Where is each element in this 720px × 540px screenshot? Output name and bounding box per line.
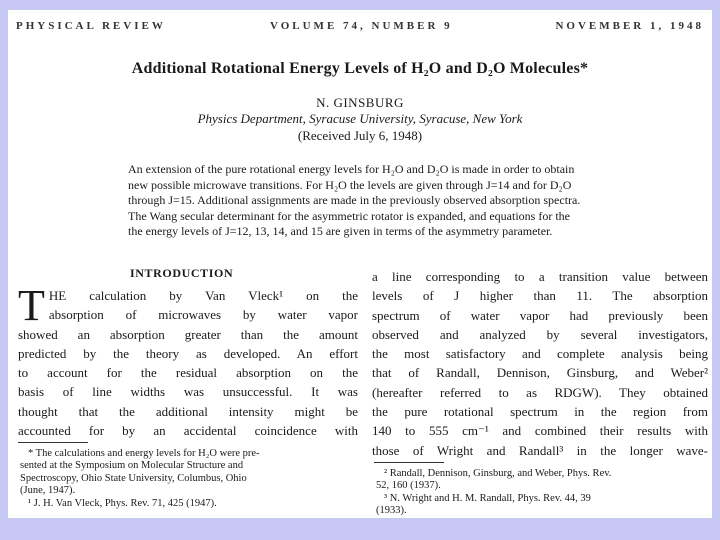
paper-title: Additional Rotational Energy Levels of H₂O and D₂O Molecules* <box>131 60 589 77</box>
author-name: N. GINSBURG <box>316 95 404 110</box>
left-footnotes <box>20 448 260 510</box>
body-line: to account for the residual absorption on the <box>18 365 358 381</box>
body-line: (hereafter referred to as RDGW). They obtained <box>372 384 708 400</box>
right-footnotes <box>376 468 611 518</box>
body-line: accounted for by an accidental coincidence with <box>18 423 358 439</box>
left-column <box>18 281 358 440</box>
footnote-line: ² Randall, Dennison, Ginsburg, and Weber, Phys. Rev. <box>384 468 612 479</box>
body-line: a line corresponding to a transition value between <box>372 269 708 284</box>
body-line: absorption of microwaves by water vapor <box>48 307 358 323</box>
footnote-rule <box>18 442 88 443</box>
footnote-line: sented at the Symposium on Molecular Structure and <box>20 460 244 472</box>
journal-name: PHYSICAL REVIEW <box>16 20 166 32</box>
issue-date: NOVEMBER 1, 1948 <box>555 20 704 32</box>
body-line: thought that the additional intensity might be <box>18 403 358 419</box>
footnote-line: Spectroscopy, Ohio State University, Columbus, Ohio <box>20 472 247 484</box>
abstract-line: new possible microwave transitions. For H₂O the levels are given through J=14 and for D₂O <box>128 177 572 192</box>
right-column <box>372 267 708 460</box>
body-line: the pure rotational spectrum in the region from <box>372 404 708 420</box>
abstract-line: The Wang secular determinant for the asymmetric rotator is expanded, and equations for the <box>128 208 570 223</box>
footnote-line: ³ N. Wright and H. M. Randall, Phys. Rev. 44, 39 <box>384 492 591 504</box>
body-line: basis of line widths was unsuccessful. It was <box>18 384 358 400</box>
body-line: HE calculation by Van Vleck¹ on the <box>48 288 358 303</box>
body-line: that of Randall, Dennison, Ginsburg, and Weber² <box>372 365 708 381</box>
footnote-line: (June, 1947). <box>20 485 76 497</box>
body-line: spectrum of water vapor had previously been <box>372 307 708 323</box>
body-line: those of Wright and Randall³ in the longer wave- <box>372 442 708 458</box>
journal-page <box>8 10 712 518</box>
body-line: 140 to 555 cm⁻¹ and combined their results with <box>372 423 708 439</box>
author-affiliation: Physics Department, Syracuse University, Syracuse, New York <box>197 111 523 126</box>
body-line: observed and analyzed by several investigators, <box>372 326 708 342</box>
body-line: predicted by the theory as developed. An effort <box>18 345 358 361</box>
drop-cap: T <box>18 281 45 330</box>
abstract <box>128 162 648 240</box>
abstract-line: through J=15. Additional assignments are made in the previously observed absorption spectra. <box>128 193 581 207</box>
received-date: (Received July 6, 1948) <box>297 128 423 143</box>
footnote-line: ¹ J. H. Van Vleck, Phys. Rev. 71, 425 (1947). <box>28 497 217 509</box>
footnote-line: (1933). <box>376 505 407 517</box>
body-line: the most satisfactory and complete analysis being <box>372 346 708 362</box>
abstract-line: An extension of the pure rotational energy levels for H₂O and D₂O is made in order to obtain <box>128 162 575 176</box>
body-line: showed an absorption greater than the amount <box>18 326 358 342</box>
section-heading: INTRODUCTION <box>130 266 234 280</box>
abstract-line: the energy levels of J=12, 13, 14, and 15 are given in terms of the asymmetry parameter. <box>128 224 553 238</box>
footnote-line: 52, 160 (1937). <box>376 480 441 492</box>
volume-number: VOLUME 74, NUMBER 9 <box>270 20 453 32</box>
footnote-rule <box>374 462 444 463</box>
footnote-line: * The calculations and energy levels for H₂O were pre- <box>28 448 260 459</box>
body-line: levels of J higher than 11. The absorption <box>372 288 708 304</box>
